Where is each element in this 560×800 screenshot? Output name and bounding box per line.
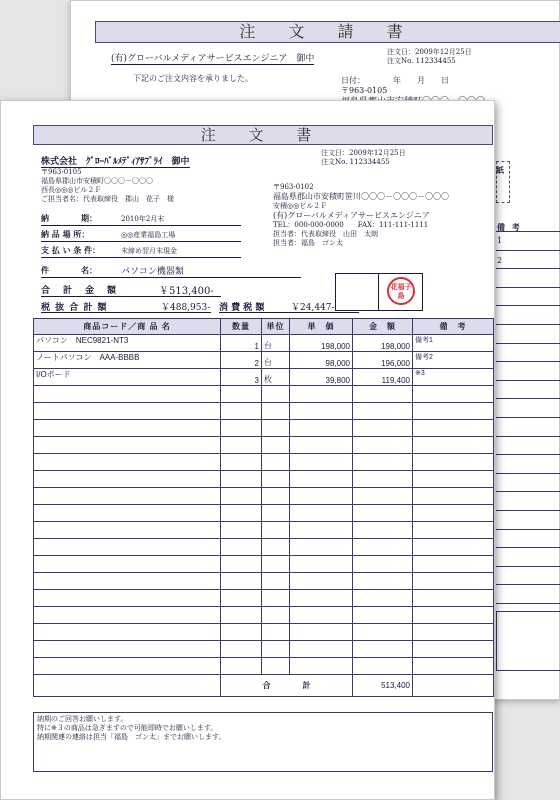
- empty-cell: [353, 624, 413, 641]
- empty-cell: [262, 403, 290, 420]
- ack-recipient: (有)グローバルメディアサービスエンジニア 御中: [111, 51, 314, 65]
- empty-cell: [221, 590, 262, 607]
- term-value: 2010年2月末: [121, 215, 165, 223]
- empty-cell: [34, 607, 221, 624]
- ack-row-mark: 1: [497, 236, 503, 245]
- purchase-order-sheet: [0, 100, 495, 800]
- empty-cell: [290, 556, 353, 573]
- table-row: [34, 352, 494, 369]
- ack-grid-line: [496, 343, 560, 344]
- empty-cell: [413, 454, 494, 471]
- empty-cell: [34, 522, 221, 539]
- ack-zip: 〒963-0105: [341, 86, 388, 95]
- empty-cell: [262, 488, 290, 505]
- ack-grid-line: [496, 231, 560, 232]
- table-row-empty: [34, 386, 494, 403]
- empty-cell: [290, 488, 353, 505]
- empty-cell: [353, 403, 413, 420]
- empty-cell: [290, 505, 353, 522]
- table-row-empty: [34, 488, 494, 505]
- buyer-name: 株式会社 ｸﾞﾛｰﾊﾞﾙﾒﾃﾞｨｱｻﾌﾟﾗｲ 御中: [41, 154, 190, 168]
- ack-notes-box: [496, 611, 560, 671]
- item-note: 備考2: [413, 352, 494, 369]
- empty-cell: [262, 437, 290, 454]
- empty-cell: [34, 454, 221, 471]
- empty-cell: [262, 658, 290, 675]
- empty-cell: [34, 556, 221, 573]
- empty-cell: [290, 607, 353, 624]
- empty-cell: [290, 403, 353, 420]
- order-notes: [33, 712, 493, 772]
- ack-grid-line: [496, 510, 560, 511]
- ack-grid-line: [496, 287, 560, 288]
- seller-contact: 担当者：代表取締役 山田 太朗: [273, 230, 378, 238]
- table-row-empty: [34, 454, 494, 471]
- empty-cell: [353, 556, 413, 573]
- item-unit: 枚: [262, 369, 290, 386]
- empty-cell: [221, 624, 262, 641]
- table-row-empty: [34, 403, 494, 420]
- empty-cell: [221, 403, 262, 420]
- ack-order-no: 注文No. 112334455: [387, 57, 456, 65]
- empty-cell: [221, 539, 262, 556]
- table-row-empty: [34, 641, 494, 658]
- ack-date-field: 日付： 年 月 日: [341, 76, 449, 85]
- term-label: 納 品 場 所：: [41, 229, 90, 239]
- empty-cell: [221, 505, 262, 522]
- ack-grid-line: [496, 603, 560, 604]
- ack-grid-line: [496, 324, 560, 325]
- item-price: 39,800: [290, 369, 353, 386]
- table-row-empty: [34, 437, 494, 454]
- ack-grid-line: [496, 473, 560, 474]
- subject-value: パソコン機器類: [121, 267, 184, 277]
- ack-side-label: 紙: [496, 165, 504, 175]
- item-amount: 119,400: [353, 369, 413, 386]
- ack-grid-line: [496, 380, 560, 381]
- empty-cell: [34, 658, 221, 675]
- empty-cell: [262, 539, 290, 556]
- empty-cell: [290, 420, 353, 437]
- item-qty: 2: [221, 352, 262, 369]
- empty-cell: [353, 488, 413, 505]
- ack-grid-line: [496, 529, 560, 530]
- total-underline: [41, 296, 221, 297]
- empty-cell: [262, 454, 290, 471]
- grand-total-label: 合 計: [221, 675, 353, 697]
- ack-order-date: 注文日：2009年12月25日: [387, 48, 472, 56]
- empty-cell: [413, 590, 494, 607]
- empty-cell: [221, 471, 262, 488]
- note-line: 特に※３の商品は急ぎますので可能即時でお願いします。: [37, 724, 218, 732]
- empty-cell: [34, 386, 221, 403]
- total-label: 合 計 金 額: [41, 286, 119, 296]
- empty-cell: [262, 573, 290, 590]
- empty-cell: [413, 488, 494, 505]
- empty-cell: [262, 471, 290, 488]
- term-underline: [41, 257, 241, 258]
- empty-cell: [290, 471, 353, 488]
- empty-cell: [413, 607, 494, 624]
- empty-cell: [353, 437, 413, 454]
- empty-cell: [353, 658, 413, 675]
- empty-cell: [290, 454, 353, 471]
- empty-cell: [221, 522, 262, 539]
- empty-cell: [353, 641, 413, 658]
- buyer-zip: 〒963-0105: [41, 168, 82, 176]
- total-value: ￥513,400-: [159, 286, 214, 297]
- empty-cell: [221, 386, 262, 403]
- seal-stamp-icon: 花福子島: [387, 277, 415, 305]
- empty-cell: [353, 454, 413, 471]
- empty-cell: [34, 420, 221, 437]
- subject-underline: [41, 277, 301, 278]
- empty-cell: [413, 624, 494, 641]
- empty-cell: [413, 386, 494, 403]
- ack-grid-line: [496, 268, 560, 269]
- table-row-empty: [34, 505, 494, 522]
- net-underline: [41, 312, 211, 313]
- ack-grid-line: [496, 361, 560, 362]
- grand-total-value: 513,400: [353, 675, 413, 697]
- item-amount: 196,000: [353, 352, 413, 369]
- order-date: 注文日：2009年12月25日: [321, 149, 406, 157]
- ack-grid-line: [496, 491, 560, 492]
- note-line: 納期関連の連絡は担当「福島 ゴン太」までお願いします。: [37, 733, 226, 741]
- empty-cell: [262, 607, 290, 624]
- ack-grid-line: [496, 305, 560, 306]
- empty-cell: [34, 590, 221, 607]
- empty-cell: [413, 556, 494, 573]
- empty-cell: [290, 641, 353, 658]
- empty-cell: [353, 590, 413, 607]
- table-row-empty: [34, 658, 494, 675]
- empty-cell: [262, 590, 290, 607]
- table-row-empty: [34, 522, 494, 539]
- tax-underline: [219, 312, 359, 313]
- tax-label: 消 費 税 額: [219, 303, 265, 313]
- tax-value: ￥24,447-: [291, 303, 335, 313]
- table-row: [34, 335, 494, 352]
- ack-title: 注 文 請 書: [95, 21, 560, 43]
- empty-cell: [413, 641, 494, 658]
- seller-building: 安積◎◎ビル２Ｆ: [273, 202, 328, 210]
- empty-cell: [413, 522, 494, 539]
- table-total-row: [34, 675, 494, 697]
- buyer-address: 福島県郡山市安積町〇〇〇－〇〇〇: [41, 177, 153, 185]
- seller-company: (有)グローバルメディアサービスエンジニア: [273, 211, 430, 220]
- empty-cell: [34, 505, 221, 522]
- empty-cell: [353, 471, 413, 488]
- table-row-empty: [34, 420, 494, 437]
- ack-grid-line: [496, 398, 560, 399]
- term-value: ◎◎産業福島工場: [121, 231, 176, 239]
- empty-cell: [413, 658, 494, 675]
- seller-tel-fax: TEL：000-000-0000 FAX：111-111-1111: [273, 221, 429, 229]
- col-header: 備 考: [413, 319, 494, 335]
- empty-cell: [34, 471, 221, 488]
- order-title: 注 文 書: [33, 125, 493, 145]
- empty-cell: [413, 505, 494, 522]
- empty-cell: [290, 437, 353, 454]
- empty-cell: [34, 539, 221, 556]
- item-unit: 台: [262, 335, 290, 352]
- col-header: 商品コード／商 品 名: [34, 319, 221, 335]
- empty-cell: [290, 658, 353, 675]
- table-row-empty: [34, 471, 494, 488]
- term-label: 支 払 い 条 件：: [41, 245, 101, 255]
- buyer-building: 西長◎◎◎ビル２Ｆ: [41, 186, 102, 194]
- note-line: 納期のご回答お願いします。: [37, 715, 128, 723]
- empty-cell: [290, 522, 353, 539]
- order-items-table: [33, 318, 494, 697]
- empty-cell: [413, 539, 494, 556]
- empty-cell: [34, 403, 221, 420]
- seller-address: 福島県郡山市安積町笹川〇〇〇－〇〇〇－〇〇〇: [273, 192, 449, 201]
- ack-grid-line: [496, 250, 560, 251]
- item-unit: 台: [262, 352, 290, 369]
- empty-cell: [262, 505, 290, 522]
- empty-cell: [413, 403, 494, 420]
- table-row-empty: [34, 624, 494, 641]
- net-value: ￥488,953-: [161, 303, 211, 313]
- term-value: 末締め翌月末現金: [121, 247, 177, 255]
- table-row-empty: [34, 590, 494, 607]
- item-note: 備考1: [413, 335, 494, 352]
- empty-cell: [290, 539, 353, 556]
- empty-cell: [262, 386, 290, 403]
- col-header: 単 価: [290, 319, 353, 335]
- empty-cell: [413, 471, 494, 488]
- ack-grid-line: [496, 566, 560, 567]
- empty-cell: [221, 420, 262, 437]
- seller-zip: 〒963-0102: [273, 183, 314, 191]
- empty-cell: [353, 386, 413, 403]
- empty-cell: [34, 488, 221, 505]
- empty-cell: [262, 624, 290, 641]
- empty-cell: [290, 624, 353, 641]
- empty-cell: [262, 420, 290, 437]
- table-row-empty: [34, 556, 494, 573]
- term-underline: [41, 225, 241, 226]
- term-label: 納 期：: [41, 213, 97, 223]
- empty-cell: [353, 607, 413, 624]
- table-row: [34, 369, 494, 386]
- total-note-cell: [413, 675, 494, 697]
- item-amount: 198,000: [353, 335, 413, 352]
- table-row-empty: [34, 573, 494, 590]
- item-name: パソコン NEC9821-NT3: [34, 335, 221, 352]
- empty-cell: [262, 522, 290, 539]
- table-row-empty: [34, 607, 494, 624]
- subject-label: 件 名：: [41, 265, 97, 275]
- empty-cell: [290, 573, 353, 590]
- empty-cell: [353, 539, 413, 556]
- total-spacer: [34, 675, 221, 697]
- empty-cell: [262, 641, 290, 658]
- buyer-contact: ご担当者名：代表取締役 郡山 花子 様: [41, 195, 174, 203]
- empty-cell: [353, 522, 413, 539]
- empty-cell: [353, 505, 413, 522]
- empty-cell: [290, 386, 353, 403]
- empty-cell: [262, 556, 290, 573]
- table-header-row: [34, 319, 494, 335]
- empty-cell: [413, 437, 494, 454]
- item-name: ノートパソコン AAA-BBBB: [34, 352, 221, 369]
- empty-cell: [221, 607, 262, 624]
- empty-cell: [221, 488, 262, 505]
- ack-grid-line: [496, 454, 560, 455]
- ack-col-note: 備 考: [497, 222, 522, 232]
- empty-cell: [353, 420, 413, 437]
- item-price: 198,000: [290, 335, 353, 352]
- empty-cell: [34, 641, 221, 658]
- empty-cell: [34, 573, 221, 590]
- empty-cell: [353, 573, 413, 590]
- ack-grid-line: [496, 417, 560, 418]
- item-price: 98,000: [290, 352, 353, 369]
- empty-cell: [221, 641, 262, 658]
- empty-cell: [290, 590, 353, 607]
- ack-grid-line: [496, 584, 560, 585]
- stamp-box-left: [335, 273, 379, 311]
- ack-grid-line: [496, 547, 560, 548]
- item-name: I/Oボード: [34, 369, 221, 386]
- ack-row-mark: 2: [497, 256, 503, 265]
- empty-cell: [413, 420, 494, 437]
- col-header: 数量: [221, 319, 262, 335]
- term-underline: [41, 241, 241, 242]
- ack-grid-line: [496, 436, 560, 437]
- empty-cell: [221, 573, 262, 590]
- net-label: 税 抜 合 計 額: [41, 303, 108, 313]
- empty-cell: [221, 556, 262, 573]
- empty-cell: [221, 658, 262, 675]
- item-note: ※3: [413, 369, 494, 386]
- empty-cell: [221, 454, 262, 471]
- empty-cell: [221, 437, 262, 454]
- item-qty: 3: [221, 369, 262, 386]
- empty-cell: [413, 573, 494, 590]
- col-header: 単位: [262, 319, 290, 335]
- item-qty: 1: [221, 335, 262, 352]
- col-header: 金 額: [353, 319, 413, 335]
- table-row-empty: [34, 539, 494, 556]
- ack-intro: 下記のご注文内容を承りました。: [133, 74, 253, 83]
- order-number: 注文No. 112334455: [321, 158, 390, 166]
- empty-cell: [34, 437, 221, 454]
- seller-contact: 担当者：福島 ゴン太: [273, 239, 343, 247]
- empty-cell: [34, 624, 221, 641]
